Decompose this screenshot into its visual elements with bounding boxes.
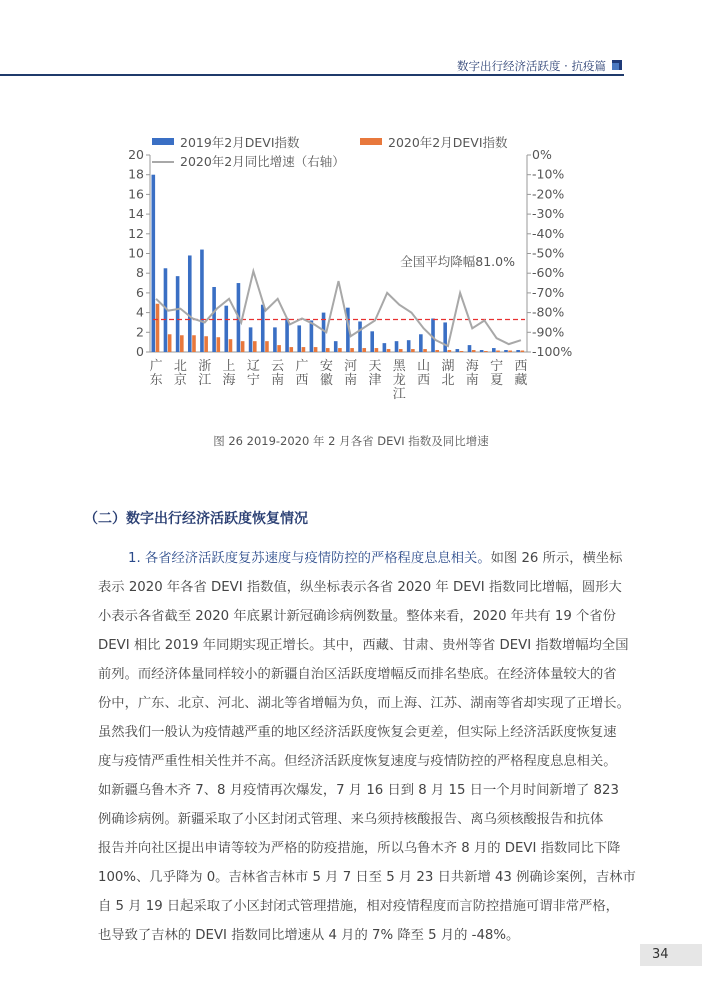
category-label: 广: [295, 359, 309, 374]
right-tick-label: -10%: [532, 166, 565, 182]
category-label: 上: [222, 359, 236, 374]
yoy-growth-line: [156, 271, 521, 346]
right-tick-label: -50%: [532, 245, 565, 261]
paragraph-line: 份中，广东、北京、河北、湖北等省增幅为负，而上海、江苏、湖南等省却实现了正增长。: [98, 696, 630, 711]
left-tick-label: 20: [128, 147, 144, 162]
right-tick-label: 0%: [532, 147, 552, 162]
category-label: 西: [417, 373, 431, 388]
bar-2019: [224, 306, 228, 352]
paragraph-lead: 1. 各省经济活跃度复苏速度与疫情防控的严格程度息息相关。: [128, 551, 491, 566]
legend-label-2019: 2019年2月DEVI指数: [180, 135, 300, 150]
paragraph-line: 度与疫情严重性相关性并不高。但经济活跃度恢复速度与疫情防控的严格程度息息相关。: [98, 754, 617, 769]
paragraph-line: 前列。而经济体量同样较小的新疆自治区活跃度增幅反而排名垫底。在经济体量较大的省: [98, 667, 617, 682]
paragraph-line: DEVI 相比 2019 年同期实现正增长。其中，西藏、甘肃、贵州等省 DEVI 指数增幅均全国: [98, 638, 629, 653]
category-label: 黑: [392, 359, 406, 374]
bar-2019: [176, 276, 180, 352]
category-label: 山: [417, 359, 431, 374]
bar-2020: [229, 339, 233, 352]
left-tick-label: 8: [136, 265, 144, 281]
paragraph-text: 如图 26 所示，横坐标: [490, 551, 623, 566]
category-label: 江: [392, 387, 406, 402]
left-tick-label: 10: [128, 245, 144, 261]
category-label: 京: [173, 373, 187, 388]
right-tick-label: -30%: [532, 206, 565, 222]
bar-2020: [168, 334, 172, 352]
bar-2020: [496, 351, 500, 352]
category-label: 广: [149, 359, 163, 374]
bar-2020: [241, 341, 245, 352]
bar-2019: [310, 320, 314, 352]
bar-2020: [204, 336, 208, 352]
paragraph-line: 也导致了吉林的 DEVI 指数同比增速从 4 月的 7% 降至 5 月的 -48%。: [98, 928, 520, 943]
bar-2019: [480, 350, 484, 352]
bar-2020: [217, 337, 221, 352]
running-header: 数字出行经济活跃度 · 抗疫篇: [457, 59, 606, 73]
bar-2020: [472, 350, 476, 352]
bar-2019: [456, 349, 460, 352]
bar-2020: [192, 335, 196, 352]
legend-label-2020: 2020年2月DEVI指数: [388, 135, 508, 150]
bar-2020: [399, 349, 403, 352]
category-label: 浙: [198, 359, 212, 374]
category-label: 藏: [514, 373, 528, 388]
bar-2020: [180, 335, 184, 352]
legend-swatch-2019: [152, 138, 174, 145]
bar-2019: [261, 305, 265, 352]
category-label: 津: [368, 373, 382, 388]
section-title: （二）数字出行经济活跃度恢复情况: [84, 511, 308, 527]
right-tick-label: -90%: [532, 324, 565, 340]
category-label: 南: [271, 373, 285, 388]
bar-2020: [484, 351, 488, 352]
category-label: 海: [222, 373, 236, 388]
bar-2019: [407, 340, 411, 352]
average-decline-label: 全国平均降幅81.0%: [400, 254, 515, 269]
bar-2019: [468, 345, 472, 352]
bar-2019: [334, 341, 338, 352]
left-tick-label: 18: [128, 166, 144, 182]
bar-2019: [152, 175, 156, 352]
bar-2019: [443, 322, 447, 352]
category-label: 北: [173, 359, 187, 374]
paragraph-line: 小表示各省截至 2020 年底累计新冠确诊病例数量。整体来看，2020 年共有 19 个省份: [98, 609, 616, 624]
category-label: 北: [441, 373, 455, 388]
bar-2020: [277, 345, 281, 352]
header-rule: [0, 74, 624, 76]
bar-2020: [350, 348, 354, 352]
header-square-icon: [612, 60, 622, 70]
bar-2019: [419, 334, 423, 352]
bar-2020: [156, 304, 160, 352]
right-tick-label: -60%: [532, 265, 565, 281]
right-tick-label: -20%: [532, 186, 565, 202]
left-tick-label: 2: [136, 324, 144, 340]
left-tick-label: 12: [128, 225, 144, 241]
bar-2019: [395, 341, 399, 352]
legend-swatch-2020: [360, 138, 382, 145]
bar-2020: [435, 350, 439, 352]
left-tick-label: 0: [136, 344, 144, 359]
category-label: 江: [198, 373, 212, 388]
bar-2020: [265, 341, 269, 352]
bar-2019: [504, 350, 508, 352]
bar-2019: [188, 255, 192, 352]
right-tick-label: -100%: [532, 344, 573, 359]
category-label: 徽: [319, 373, 333, 388]
paragraph-line: 表示 2020 年各省 DEVI 指数值，纵坐标表示各省 2020 年 DEVI 指数同比增幅，圆形大: [98, 580, 622, 595]
bar-2019: [249, 327, 253, 352]
bar-2020: [326, 348, 330, 352]
bar-2019: [200, 250, 204, 352]
category-label: 宁: [490, 359, 504, 374]
category-label: 南: [465, 373, 479, 388]
category-label: 天: [368, 359, 382, 374]
bar-2020: [460, 351, 464, 352]
figure-caption: 图 26 2019-2020 年 2 月各省 DEVI 指数及同比增速: [213, 434, 489, 448]
category-label: 宁: [246, 373, 260, 388]
right-tick-label: -80%: [532, 304, 565, 320]
category-label: 夏: [490, 373, 504, 388]
category-label: 湖: [441, 359, 455, 374]
left-tick-label: 14: [128, 206, 144, 222]
category-label: 西: [514, 359, 528, 374]
bar-2020: [289, 347, 293, 352]
bar-2020: [448, 350, 452, 352]
left-tick-label: 4: [136, 304, 144, 320]
paragraph-line: 自 5 月 19 日起采取了小区封闭式管理措施，相对疫情程度而言防控措施可谓非常严格，: [98, 899, 619, 914]
bar-2019: [273, 327, 277, 352]
bar-2019: [370, 331, 374, 352]
right-tick-label: -70%: [532, 284, 565, 300]
bar-2020: [362, 348, 366, 352]
bar-2020: [423, 349, 427, 352]
paragraph-line: 报告并向社区提出申请等较为严格的防疫措施，所以乌鲁木齐 8 月的 DEVI 指数同比下降: [98, 841, 621, 856]
bar-2020: [521, 351, 525, 352]
bar-2019: [297, 325, 301, 352]
paragraph-line: 如新疆乌鲁木齐 7、8 月疫情再次爆发，7 月 16 日到 8 月 15 日一个月时间新增了 823: [98, 783, 619, 798]
category-label: 河: [344, 359, 358, 374]
bar-2020: [338, 348, 342, 352]
category-label: 龙: [392, 373, 406, 388]
devi-chart: [0, 130, 702, 430]
left-tick-label: 6: [136, 284, 144, 300]
paragraph-line: 虽然我们一般认为疫情越严重的地区经济活跃度恢复会更差，但实际上经济活跃度恢复速: [98, 725, 617, 740]
left-tick-label: 16: [128, 186, 144, 202]
bar-2020: [302, 347, 306, 352]
paragraph-line: [128, 547, 622, 566]
paragraph-line: 例确诊病例。新疆采取了小区封闭式管理、来乌须持核酸报告、离乌须核酸报告和抗体: [98, 812, 604, 827]
category-label: 南: [344, 373, 358, 388]
paragraph-line: 100%、几乎降为 0。吉林省吉林市 5 月 7 日至 5 月 23 日共新增 43 例确诊案例，吉林市: [98, 870, 636, 885]
bar-2019: [358, 321, 362, 352]
right-tick-label: -40%: [532, 225, 565, 241]
bar-2020: [253, 341, 257, 352]
bar-2020: [411, 349, 415, 352]
bar-2019: [492, 348, 496, 352]
bar-2020: [387, 349, 391, 352]
category-label: 辽: [246, 359, 260, 374]
category-label: 海: [465, 359, 479, 374]
bar-2020: [375, 348, 379, 352]
category-label: 云: [271, 359, 285, 374]
bar-2019: [516, 350, 520, 352]
category-label: 安: [319, 359, 333, 374]
bar-2020: [314, 347, 318, 352]
category-label: 东: [149, 373, 163, 388]
bar-2020: [508, 351, 512, 352]
bar-2019: [383, 343, 387, 352]
category-label: 西: [295, 373, 309, 388]
legend-label-growth: 2020年2月同比增速（右轴）: [180, 154, 345, 169]
page-number: 34: [640, 944, 702, 966]
